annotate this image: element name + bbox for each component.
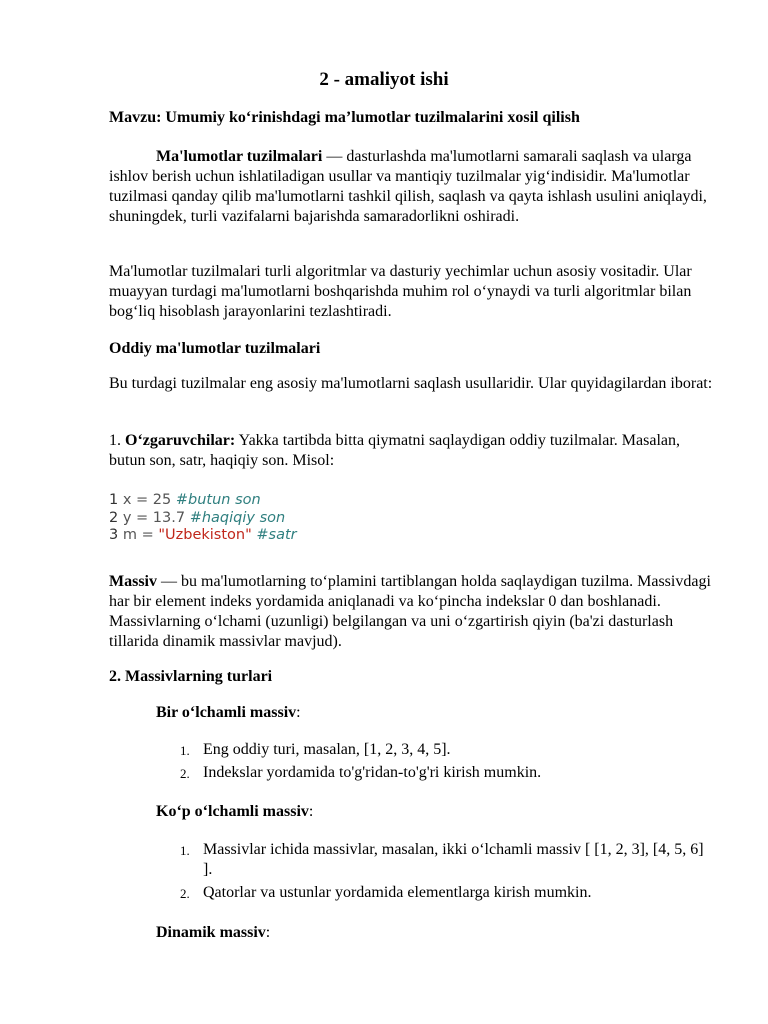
- line-number: 1: [109, 492, 119, 508]
- heading-simple-structures: Oddiy ma'lumotlar tuzilmalari: [109, 340, 321, 357]
- line-number: 2: [109, 509, 119, 526]
- dynamic-label: Dinamik massiv: [156, 924, 266, 941]
- list-number: 2.: [180, 766, 190, 781]
- list-item-text: Eng oddiy turi, masalan, [1, 2, 3, 4, 5].: [203, 741, 451, 758]
- paragraph-array: [109, 572, 719, 652]
- line-number: 3: [109, 527, 119, 543]
- variables-number: 1.: [109, 432, 125, 449]
- code-line: [109, 492, 297, 510]
- code-assign: x =: [122, 492, 153, 508]
- list-item-text: Massivlar ichida massivlar, masalan, ikki o‘lchamli massiv [ [1, 2, 3], [4, 5, 6] ].: [203, 841, 704, 878]
- code-comment: #haqiqiy son: [185, 509, 286, 526]
- code-comment: #satr: [251, 527, 297, 543]
- list-multi-dimensional: [156, 840, 716, 903]
- list-item: [156, 763, 716, 783]
- code-line: [109, 527, 297, 545]
- variables-term: O‘zgaruvchilar:: [125, 432, 236, 449]
- topic-heading: Mavzu: Umumiy ko‘rinishdagi ma’lumotlar tuzilmalarini xosil qilish: [109, 109, 580, 126]
- intro-term: Ma'lumotlar tuzilmalari: [156, 148, 323, 165]
- multi-dim-colon: :: [308, 803, 314, 820]
- intro-paragraph: [109, 147, 719, 227]
- paragraph-algorithms: Ma'lumotlar tuzilmalari turli algoritmlar va dasturiy yechimlar uchun asosiy vositadir. Ular muayyan turdagi ma'lumotlarni boshqarishda muhim rol o‘ynaydi va turli algoritmlar bilan bog‘liq hisoblash jarayonlarini tezlashtiradi.: [109, 263, 692, 320]
- dynamic-colon: :: [265, 924, 271, 941]
- code-value: 13.7: [152, 509, 186, 526]
- list-item-text: Indekslar yordamida to'g'ridan-to'g'ri kirish mumkin.: [203, 764, 542, 781]
- code-example: [109, 492, 297, 545]
- list-item-text: Qatorlar va ustunlar yordamida elementlarga kirish mumkin.: [203, 884, 592, 901]
- list-number: 1.: [180, 743, 190, 758]
- one-dim-colon: :: [296, 704, 301, 721]
- code-value: 25: [152, 492, 172, 508]
- one-dim-label: Bir o‘lchamli massiv: [156, 704, 297, 721]
- intro-text: — dasturlashda ma'lumotlarni samarali saqlash va ularga ishlov berish uchun ishlatiladigan usullar va mantiqiy tuzilmalar yig‘indisidir. Ma'lumotlar tuzilmasi qanday qilib ma'lumotlarni tashkil qilish, saqlash va qayta ishlash usulini aniqlaydi, shuningdek, turli vazifalarni bajarishda samaradorlikni oshiradi.: [109, 148, 707, 225]
- list-item: [156, 883, 716, 903]
- list-item: [156, 840, 716, 880]
- subheading-one-dimensional: [156, 703, 301, 723]
- list-number: 1.: [180, 843, 190, 858]
- variables-text: Yakka tartibda bitta qiymatni saqlaydigan oddiy tuzilmalar. Masalan, butun son, satr, haqiqiy son. Misol:: [109, 432, 680, 469]
- page-title: 2 - amaliyot ishi: [319, 69, 449, 90]
- list-one-dimensional: [156, 740, 716, 783]
- code-comment: #butun son: [171, 492, 261, 508]
- heading-array-types: 2. Massivlarning turlari: [109, 668, 273, 685]
- paragraph-variables: [109, 431, 719, 471]
- list-number: 2.: [180, 886, 190, 901]
- multi-dim-label: Ko‘p o‘lchamli massiv: [156, 803, 309, 820]
- array-term: Massiv: [109, 573, 157, 590]
- paragraph-simple-structures: Bu turdagi tuzilmalar eng asosiy ma'lumotlarni saqlash usullaridir. Ular quyidagilardan iborat:: [109, 375, 713, 392]
- code-assign: y =: [122, 509, 153, 526]
- code-string-value: "Uzbekiston": [158, 527, 252, 543]
- subheading-multi-dimensional: [156, 802, 313, 822]
- list-item: [156, 740, 716, 760]
- code-assign: m =: [122, 527, 159, 543]
- array-text: — bu ma'lumotlarning to‘plamini tartiblangan holda saqlaydigan tuzilma. Massivdagi har bir element indeks yordamida aniqlanadi va ko‘pincha indekslar 0 dan boshlanadi. Massivlarning o‘lchami (uzunligi) belgilangan va uni o‘zgartirish qiyin (ba'zi dasturlash tillarida dinamik massivlar mavjud).: [109, 573, 711, 650]
- code-line: [109, 510, 297, 528]
- subheading-dynamic: [156, 923, 270, 943]
